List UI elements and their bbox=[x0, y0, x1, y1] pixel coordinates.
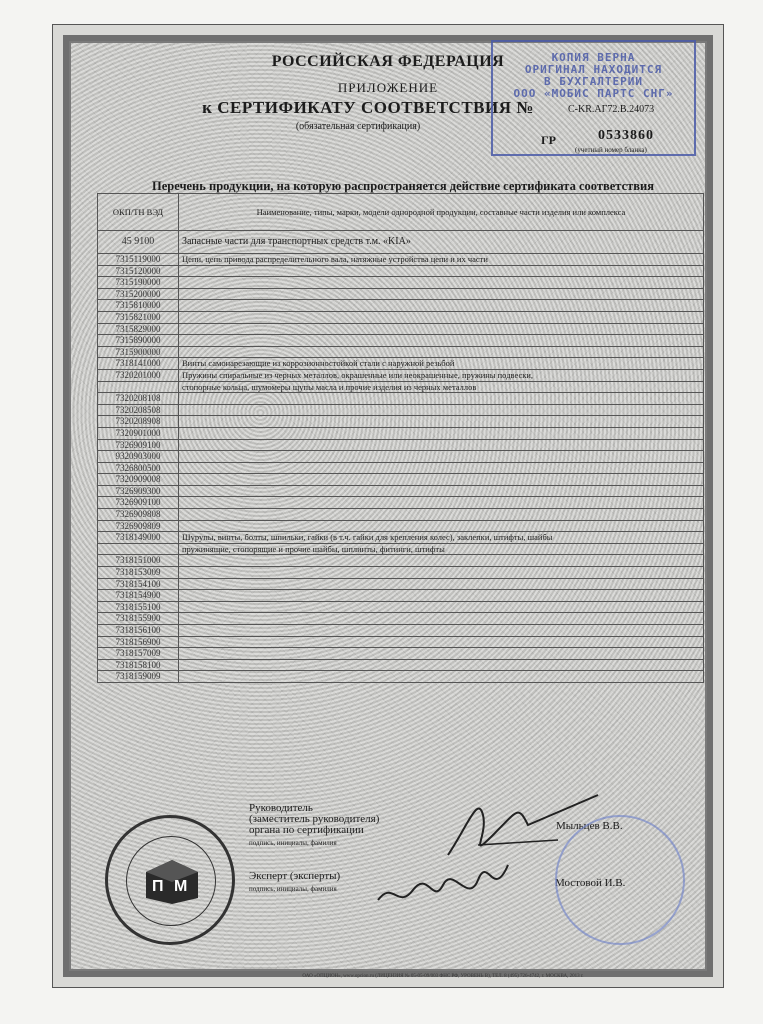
table-row bbox=[98, 485, 704, 497]
certification-kind: (обязательная сертификация) bbox=[295, 121, 421, 132]
blank-number: 0533860 bbox=[598, 128, 654, 143]
row-name bbox=[179, 555, 704, 567]
certification-body-stamp bbox=[105, 815, 235, 945]
appendix-title: ПРИЛОЖЕНИЕ bbox=[337, 80, 439, 95]
row-code: 7318156100 bbox=[98, 625, 179, 637]
row-code: 7320901000 bbox=[98, 427, 179, 439]
row-code: 7315119000 bbox=[98, 254, 179, 266]
row-code: 7315200000 bbox=[98, 288, 179, 300]
table-header-row bbox=[98, 194, 704, 231]
row-code: 7315900000 bbox=[98, 346, 179, 358]
row-name bbox=[179, 601, 704, 613]
certificate-sheet bbox=[52, 24, 724, 988]
row-name bbox=[179, 416, 704, 428]
copy-stamp-line: В БУХГАЛТЕРИИ bbox=[543, 75, 644, 88]
expert-signature-icon bbox=[373, 860, 513, 920]
row-name bbox=[179, 509, 704, 521]
gr-label: ГР bbox=[541, 133, 556, 147]
expert-sub-label: подпись, инициалы, фамилия bbox=[249, 885, 337, 893]
row-code: 7318157009 bbox=[98, 648, 179, 660]
row-name: пружинящие, стопорящие и прочие шайбы, шплинты, фитинги, штифты bbox=[179, 543, 704, 555]
row-code: 7318154100 bbox=[98, 578, 179, 590]
row-code: 7326909809 bbox=[98, 520, 179, 532]
pm-logo-letter-p: П bbox=[152, 878, 164, 895]
row-code bbox=[98, 543, 179, 555]
row-code: 7320208108 bbox=[98, 393, 179, 405]
table-row bbox=[98, 404, 704, 416]
table-group-row bbox=[98, 231, 704, 254]
row-code: 7318153009 bbox=[98, 567, 179, 579]
row-code: 7318158100 bbox=[98, 659, 179, 671]
row-name bbox=[179, 462, 704, 474]
head-label-3: органа по сертификации bbox=[249, 824, 364, 836]
row-code: 7320208908 bbox=[98, 416, 179, 428]
row-code: 7318155900 bbox=[98, 613, 179, 625]
table-row bbox=[98, 532, 704, 544]
head-label-2: (заместитель руководителя) bbox=[249, 813, 380, 825]
row-code: 7315810000 bbox=[98, 300, 179, 312]
expert-label: Эксперт (эксперты) bbox=[249, 870, 341, 882]
table-row bbox=[98, 416, 704, 428]
row-code: 7326800500 bbox=[98, 462, 179, 474]
row-name bbox=[179, 497, 704, 509]
table-row bbox=[98, 346, 704, 358]
certificate-number: С-KR.AГ72.В.24073 bbox=[568, 104, 655, 115]
table-row bbox=[98, 323, 704, 335]
copy-stamp bbox=[491, 40, 696, 156]
table-row bbox=[98, 601, 704, 613]
copy-stamp-line: ОРИГИНАЛ НАХОДИТСЯ bbox=[524, 63, 663, 76]
table-row bbox=[98, 520, 704, 532]
row-code: 7326909100 bbox=[98, 439, 179, 451]
row-name bbox=[179, 311, 704, 323]
row-code: 7315120000 bbox=[98, 265, 179, 277]
table-row bbox=[98, 625, 704, 637]
table-row bbox=[98, 497, 704, 509]
row-code: 7318154900 bbox=[98, 590, 179, 602]
row-code: 7315821000 bbox=[98, 311, 179, 323]
product-table bbox=[97, 193, 704, 683]
table-row bbox=[98, 636, 704, 648]
row-name bbox=[179, 590, 704, 602]
table-row bbox=[98, 335, 704, 347]
row-name bbox=[179, 567, 704, 579]
table-row bbox=[98, 659, 704, 671]
row-name bbox=[179, 346, 704, 358]
column-header-code: ОКП/ТН ВЭД bbox=[98, 194, 179, 231]
table-row bbox=[98, 254, 704, 266]
certificate-title: к СЕРТИФИКАТУ СООТВЕТСТВИЯ № bbox=[202, 98, 534, 117]
row-name: Винты самонарезающие из коррозионностойкой стали с наружной резьбой bbox=[179, 358, 704, 370]
table-row bbox=[98, 288, 704, 300]
row-name bbox=[179, 613, 704, 625]
row-name bbox=[179, 578, 704, 590]
row-code: 7318156900 bbox=[98, 636, 179, 648]
row-code: 7320201000 bbox=[98, 369, 179, 381]
row-name bbox=[179, 520, 704, 532]
row-code: 7326909300 bbox=[98, 485, 179, 497]
table-row bbox=[98, 474, 704, 486]
row-name bbox=[179, 671, 704, 683]
blue-round-stamp bbox=[555, 815, 685, 945]
row-code: 9320903000 bbox=[98, 451, 179, 463]
row-name bbox=[179, 404, 704, 416]
table-row bbox=[98, 567, 704, 579]
row-code: 7320909008 bbox=[98, 474, 179, 486]
row-code: 7326909808 bbox=[98, 509, 179, 521]
table-row bbox=[98, 462, 704, 474]
row-code: 7318141000 bbox=[98, 358, 179, 370]
table-row bbox=[98, 277, 704, 289]
row-code: 7326909100 bbox=[98, 497, 179, 509]
table-row bbox=[98, 311, 704, 323]
table-row bbox=[98, 555, 704, 567]
row-name bbox=[179, 439, 704, 451]
column-header-name: Наименование, типы, марки, модели однородной продукции, составные части изделия или комплекса bbox=[179, 194, 704, 231]
table-row bbox=[98, 369, 704, 381]
row-code: 7320208508 bbox=[98, 404, 179, 416]
row-name bbox=[179, 300, 704, 312]
table-row bbox=[98, 671, 704, 683]
expert-name: Мостовой И.В. bbox=[555, 877, 626, 889]
table-row bbox=[98, 439, 704, 451]
table-row bbox=[98, 648, 704, 660]
row-name bbox=[179, 393, 704, 405]
row-name: стопорные кольца, шумомеры щупы масла и прочие изделия из черных металлов bbox=[179, 381, 704, 393]
table-row bbox=[98, 590, 704, 602]
head-name: Мыльцев В.В. bbox=[556, 820, 623, 832]
table-row bbox=[98, 265, 704, 277]
row-name bbox=[179, 648, 704, 660]
row-code bbox=[98, 381, 179, 393]
table-row bbox=[98, 300, 704, 312]
copy-stamp-line: КОПИЯ ВЕРНА bbox=[551, 51, 636, 64]
row-name bbox=[179, 335, 704, 347]
row-name: Цепи, цепь привода распределительного вала, натяжные устройства цепи и их части bbox=[179, 254, 704, 266]
copy-stamp-line: ООО «МОБИС ПАРТС СНГ» bbox=[513, 87, 674, 100]
row-name bbox=[179, 659, 704, 671]
head-sub-label: подпись, инициалы, фамилия bbox=[249, 839, 337, 847]
row-code: 7318149000 bbox=[98, 532, 179, 544]
product-list-title: Перечень продукции, на которую распространяется действие сертификата соответствия bbox=[152, 179, 654, 193]
group-name: Запасные части для транспортных средств т.м. «KIA» bbox=[179, 231, 704, 254]
row-name bbox=[179, 485, 704, 497]
table-row bbox=[98, 613, 704, 625]
row-name bbox=[179, 625, 704, 637]
row-name bbox=[179, 474, 704, 486]
table-row bbox=[98, 509, 704, 521]
row-name bbox=[179, 451, 704, 463]
row-name bbox=[179, 323, 704, 335]
row-name bbox=[179, 277, 704, 289]
row-code: 7318159009 bbox=[98, 671, 179, 683]
table-row bbox=[98, 381, 704, 393]
table-row bbox=[98, 393, 704, 405]
row-code: 7315890000 bbox=[98, 335, 179, 347]
row-code: 7318151000 bbox=[98, 555, 179, 567]
table-row bbox=[98, 578, 704, 590]
pm-logo-letter-m: М bbox=[174, 878, 188, 895]
table-row bbox=[98, 358, 704, 370]
printer-footer: ОАО «ОПЦИОН», www.opcion.ru (ЛИЦЕНЗИЯ № 05-05-09/003 ФНС РФ, УРОВЕНЬ В), ТЕЛ. 8 (495) 726-4742, г. МОСКВА, 2013 г. bbox=[302, 974, 584, 979]
row-name: Шурупы, винты, болты, шпильки, гайки (в т.ч. гайки для крепления колес), заклепки, штифты, шайбы bbox=[179, 532, 704, 544]
table-row bbox=[98, 543, 704, 555]
row-name bbox=[179, 288, 704, 300]
table-row bbox=[98, 427, 704, 439]
row-code: 7315829000 bbox=[98, 323, 179, 335]
row-code: 7318155100 bbox=[98, 601, 179, 613]
country-title: РОССИЙСКАЯ ФЕДЕРАЦИЯ bbox=[271, 53, 505, 70]
row-name bbox=[179, 265, 704, 277]
row-name bbox=[179, 427, 704, 439]
blank-number-label: (учетный номер бланка) bbox=[575, 146, 647, 154]
row-name bbox=[179, 636, 704, 648]
row-name: Пружины спиральные из черных металлов, окрашенные или неокрашенные, пружины подвески, bbox=[179, 369, 704, 381]
table-row bbox=[98, 451, 704, 463]
row-code: 7315190000 bbox=[98, 277, 179, 289]
group-code: 45 9100 bbox=[98, 231, 179, 254]
head-label-1: Руководитель bbox=[249, 802, 313, 814]
